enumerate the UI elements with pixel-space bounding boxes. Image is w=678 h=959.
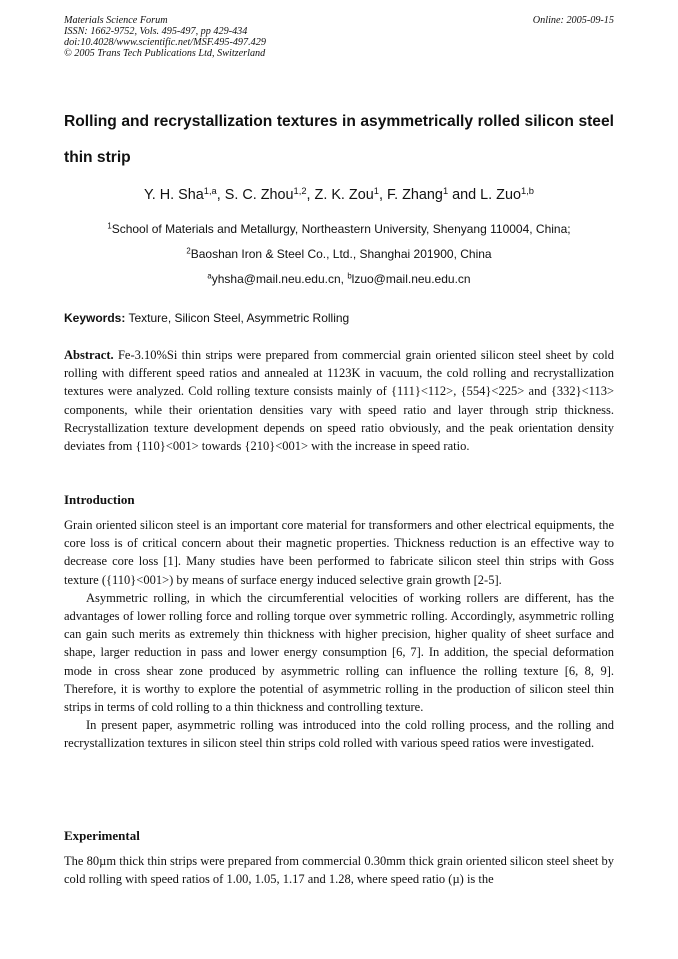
abstract-label: Abstract. xyxy=(64,348,114,362)
author-separator: , xyxy=(306,187,315,203)
author-separator: , xyxy=(216,187,225,203)
abstract xyxy=(64,346,614,455)
experimental-heading: Experimental xyxy=(64,828,140,843)
keywords-text: Texture, Silicon Steel, Asymmetric Rolling xyxy=(125,311,350,325)
journal-header xyxy=(64,15,614,59)
author-affil-mark: 1,b xyxy=(520,185,534,196)
affiliation-mark: 1 xyxy=(107,221,112,231)
author: L. Zuo xyxy=(480,187,521,203)
affiliation-mark: 2 xyxy=(186,246,191,256)
author-separator: and xyxy=(448,187,481,203)
author: S. C. Zhou xyxy=(224,187,294,203)
email-line xyxy=(0,272,678,286)
email-mark: a xyxy=(207,271,212,281)
author: Y. H. Sha xyxy=(144,187,204,203)
affiliation-text: School of Materials and Metallurgy, Northeastern University, Shenyang 110004, China; xyxy=(111,222,571,236)
paper-title: Rolling and recrystallization textures in asymmetrically rolled silicon steel thin strip xyxy=(64,113,614,166)
journal-name: Materials Science Forum xyxy=(64,15,168,26)
author-affil-mark: 1 xyxy=(442,185,449,196)
introduction-body xyxy=(64,516,614,753)
copyright-line: © 2005 Trans Tech Publications Ltd, Switzerland xyxy=(64,48,266,59)
keywords-label: Keywords: xyxy=(64,311,126,325)
author: Z. K. Zou xyxy=(314,187,374,203)
paragraph: Asymmetric rolling, in which the circumferential velocities of working rollers are different, has the advantages of lower rolling force and rolling torque over symmetric rolling. Accordingly, asymmetric rolling can gain such merits as extremely thin thickness with higher precision, higher quality of sheet surface and shape, larger reduction in pass and lower energy consumption [6, 7]. In addition, the special deformation mode in cross shear zone produced by asymmetric rolling can influence the rolling texture [6, 8, 9]. Therefore, it is worthy to explore the potential of asymmetric rolling in the production of silicon steel thin strips in terms of cold rolling to a thin thickness and controlling texture. xyxy=(64,590,614,715)
affiliation-1 xyxy=(0,222,678,236)
author-affil-mark: 1,a xyxy=(203,185,217,196)
experimental-body xyxy=(64,852,614,888)
paragraph: The 80µm thick thin strips were prepared from commercial 0.30mm thick grain oriented silicon steel sheet by cold rolling with speed ratios of 1.00, 1.05, 1.17 and 1.28, where speed ratio (µ) is the xyxy=(64,854,614,887)
email-a[interactable]: yhsha@mail.neu.edu.cn, xyxy=(211,272,348,286)
keywords xyxy=(64,311,614,325)
author-separator: , xyxy=(378,187,387,203)
online-date: Online: 2005-09-15 xyxy=(532,15,614,26)
author: F. Zhang xyxy=(386,187,443,203)
introduction-heading: Introduction xyxy=(64,492,135,507)
email-b[interactable]: lzuo@mail.neu.edu.cn xyxy=(351,272,471,286)
email-mark: b xyxy=(347,271,352,281)
doi-line: doi:10.4028/www.scientific.net/MSF.495-497.429 xyxy=(64,37,266,48)
author-list xyxy=(0,187,678,203)
affiliation-text: Baoshan Iron & Steel Co., Ltd., Shanghai 201900, China xyxy=(190,247,492,261)
issn-line: ISSN: 1662-9752, Vols. 495-497, pp 429-434 xyxy=(64,26,248,37)
affiliation-2 xyxy=(0,247,678,261)
paragraph: Grain oriented silicon steel is an important core material for transformers and other electrical equipments, the core loss is of critical concern about their magnetic properties. Thickness reduction is an effective way to decrease core loss [1]. Many studies have been performed to fabricate silicon steel thin strips with Goss texture ({110}<001>) by means of surface energy induced selective grain growth [2-5]. xyxy=(64,518,614,587)
author-affil-mark: 1,2 xyxy=(293,185,307,196)
author-affil-mark: 1 xyxy=(373,185,379,196)
paragraph: In present paper, asymmetric rolling was introduced into the cold rolling process, and the rolling and recrystallization textures in silicon steel thin strips cold rolled with various speed ratios were investigated. xyxy=(64,718,614,751)
abstract-text: Fe-3.10%Si thin strips were prepared from commercial grain oriented silicon steel sheet by cold rolling with different speed ratios and annealed at 1123K in vacuum, the cold rolling and recrystallization textures were analyzed. Cold rolling texture consists mainly of {111}<112>, {554}<225> and {332}<113> components, while their orientation densities vary with speed ratio and layer through strip thickness. Recrystallization texture development depends on speed ratio obviously, and the peak orientation density deviates from {110}<001> towards {210}<001> with the increase in speed ratio. xyxy=(64,348,614,454)
